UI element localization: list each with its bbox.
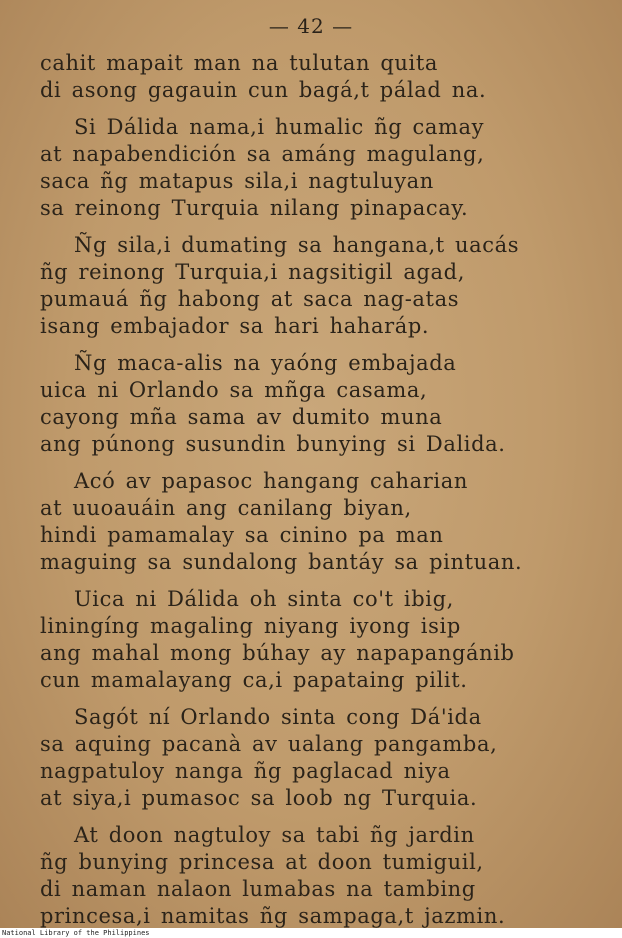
verse-line: Ñg sila,i dumating sa hangana,t uacás [74,233,520,257]
verse-line: di asong gagauin cun bagá,t pálad na. [40,78,487,102]
verse-line: di naman nalaon lumabas na tambing [40,877,476,901]
verse-line: cun mamalayang ca,i papataing pilit. [40,668,468,692]
stanza-2 [40,114,600,222]
verse-line: isang embajador sa hari haharáp. [40,314,430,338]
verse-line: princesa,i namitas ñg sampaga,t jazmin. [40,904,506,928]
stanza-6 [40,586,600,694]
verse-line: Sagót ní Orlando sinta cong Dá'ida [74,705,482,729]
page-number: — 42 — [268,14,354,38]
verse-line: at uuoauáin ang canilang biyan, [40,496,412,520]
stanza-4 [40,350,600,458]
verse-line: liningíng magaling niyang iyong isip [40,614,461,638]
verse-line: Uica ni Dálida oh sinta co't ibig, [74,587,454,611]
stanza-1 [40,50,600,104]
verse-line: Si Dálida nama,i humalic ñg camay [74,115,485,139]
verse-line: saca ñg matapus sila,i nagtuluyan [40,169,434,193]
verse-line: sa aquing pacanà av ualang pangamba, [40,732,498,756]
stanza-8 [40,822,600,928]
verse-line: Acó av papasoc hangang caharian [74,469,468,493]
stanza-3 [40,232,600,340]
verse-line: Ñg maca-alis na yaóng embajada [74,351,457,375]
verse-line: sa reinong Turquia nilang pinapacay. [40,196,469,220]
verse-line: At doon nagtuloy sa tabi ñg jardin [74,823,475,847]
library-credit: National Library of the Philippines [2,929,150,937]
verse-line: cayong mña sama av dumito muna [40,405,443,429]
verse-line: ang mahal mong búhay ay napapangánib [40,641,515,665]
verse-line: cahit mapait man na tulutan quita [40,51,439,75]
verse-line: ang púnong susundin bunying si Dalida. [40,432,506,456]
stanza-7 [40,704,600,812]
verse-line: at napabendición sa amáng magulang, [40,142,485,166]
verse-line: pumauá ñg habong at saca nag-atas [40,287,460,311]
verse-line: at siya,i pumasoc sa loob ng Turquia. [40,786,478,810]
verse-line: ñg bunying princesa at doon tumiguil, [40,850,484,874]
verse-line: nagpatuloy nanga ñg paglacad niya [40,759,451,783]
verse-line: uica ni Orlando sa mñga casama, [40,378,428,402]
stanza-5 [40,468,600,576]
poem-text [40,50,600,928]
verse-line: ñg reinong Turquia,i nagsitigil agad, [40,260,465,284]
verse-line: maguing sa sundalong bantáy sa pintuan. [40,550,523,574]
verse-line: hindi pamamalay sa cinino pa man [40,523,444,547]
